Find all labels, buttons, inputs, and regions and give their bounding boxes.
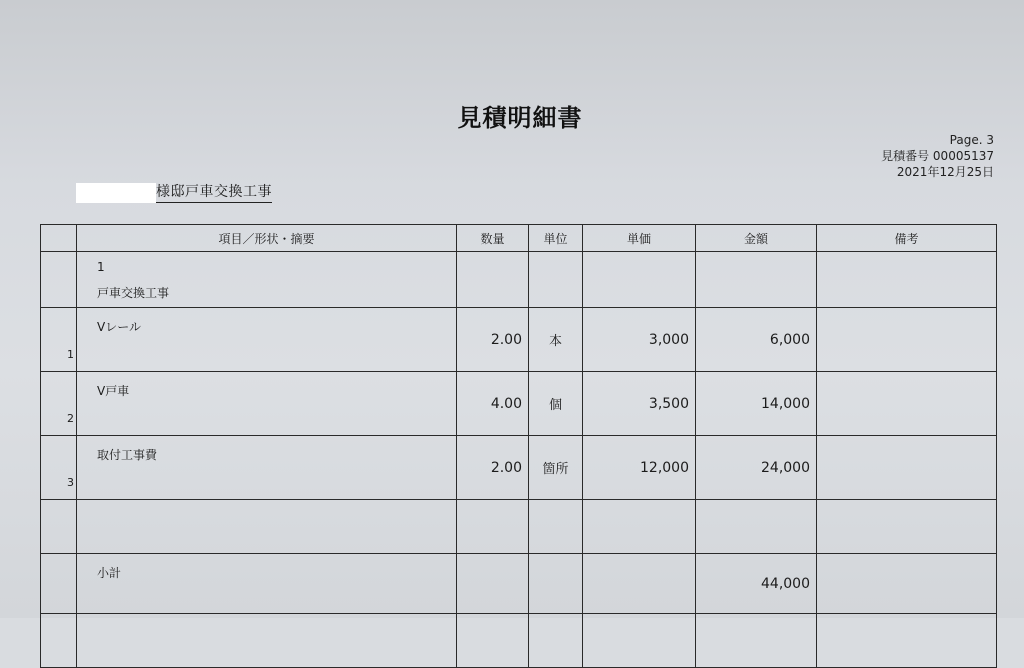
section-cell	[77, 252, 457, 308]
row-amount: 6,000	[696, 308, 817, 372]
client-line	[76, 181, 272, 203]
issue-date: 2021年12月25日	[896, 165, 994, 179]
row-number: 2	[41, 372, 77, 436]
section-number: 1	[97, 260, 105, 274]
row-unit: 本	[529, 308, 583, 372]
row-qty: 4.00	[457, 372, 529, 436]
subtotal-amount: 44,000	[696, 554, 817, 614]
document-meta	[881, 132, 994, 180]
row-amount: 14,000	[696, 372, 817, 436]
empty-row	[41, 614, 997, 668]
row-item: Vレール	[77, 308, 457, 372]
table-header-row	[41, 225, 997, 252]
row-item: 取付工事費	[77, 436, 457, 500]
estimate-number: 00005137	[932, 149, 994, 163]
row-number: 1	[41, 308, 77, 372]
col-header-item: 項目／形状・摘要	[77, 225, 457, 252]
document-title: 見積明細書	[457, 104, 583, 132]
row-amount: 24,000	[696, 436, 817, 500]
row-unit-price: 12,000	[583, 436, 696, 500]
row-unit: 個	[529, 372, 583, 436]
estimate-number-label: 見積番号	[881, 149, 930, 163]
section-name: 戸車交換工事	[97, 286, 170, 300]
section-row	[41, 252, 997, 308]
subtotal-label: 小計	[77, 554, 457, 614]
row-remarks	[817, 308, 997, 372]
col-header-remarks: 備考	[817, 225, 997, 252]
project-name: 様邸戸車交換工事	[156, 181, 272, 203]
col-header-unit: 単位	[529, 225, 583, 252]
row-qty: 2.00	[457, 308, 529, 372]
table-row	[41, 372, 997, 436]
table-row	[41, 308, 997, 372]
row-remarks	[817, 436, 997, 500]
col-header-qty: 数量	[457, 225, 529, 252]
row-unit-price: 3,500	[583, 372, 696, 436]
empty-row	[41, 500, 997, 554]
row-qty: 2.00	[457, 436, 529, 500]
estimate-number-row	[881, 148, 994, 164]
col-header-no	[41, 225, 77, 252]
row-unit-price: 3,000	[583, 308, 696, 372]
subtotal-row	[41, 554, 997, 614]
row-number: 3	[41, 436, 77, 500]
estimate-table	[40, 224, 997, 668]
col-header-unit-price: 単価	[583, 225, 696, 252]
table-row	[41, 436, 997, 500]
row-unit: 箇所	[529, 436, 583, 500]
col-header-amount: 金額	[696, 225, 817, 252]
row-item: V戸車	[77, 372, 457, 436]
row-remarks	[817, 372, 997, 436]
page-number: Page. 3	[949, 133, 994, 147]
redacted-client-name	[76, 183, 156, 203]
